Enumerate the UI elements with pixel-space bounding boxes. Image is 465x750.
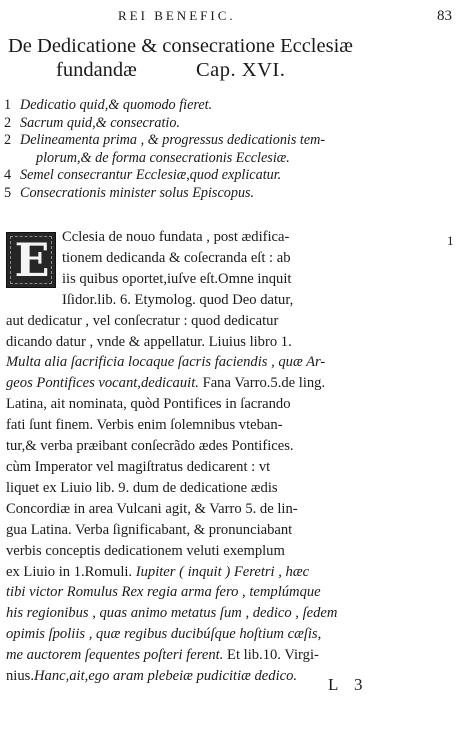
text-line: Multa alia ſacrificia locaque ſacris faciendis , quæ Ar- — [6, 354, 326, 371]
text-span: ex Liuio in 1.Romuli. — [6, 563, 133, 580]
text-line: his regionibus , quas animo metatus ſum , dedico , ſedem — [6, 605, 338, 622]
text-line — [6, 666, 446, 687]
text-line: aut dedicatur , vel conſecratur : quod dedicatur — [6, 312, 279, 329]
running-head — [0, 8, 465, 28]
text-line — [6, 373, 446, 394]
chapter-heading — [8, 34, 463, 84]
summary-text-line: Delineamenta prima , & progressus dedicationis tem- — [20, 132, 326, 149]
running-title: REI BENEFIC. — [118, 8, 236, 23]
summary-number: 4 — [4, 167, 12, 184]
chapter-title-line1: De Dedicatione & consecratione Ecclesiæ — [8, 35, 353, 57]
body-text — [6, 227, 446, 687]
text-span-italic: Iupiter ( inquit ) Feretri , hæc — [135, 563, 310, 580]
margin-note: 1 — [447, 233, 454, 248]
text-span-italic: ego aram plebeiæ pudicitiæ dedico. — [88, 668, 298, 685]
summary-item — [4, 167, 444, 185]
text-line: tibi victor Romulus Rex regia arma fero , templúmque — [6, 584, 321, 601]
text-span: nius. — [6, 668, 34, 685]
chapter-summary — [4, 97, 444, 203]
text-line: iis quibus oportet,iuſve eſt.Omne inquit — [62, 270, 292, 287]
summary-item — [4, 185, 444, 203]
text-line: Iſidor.lib. 6. Etymolog. quod Deo datur, — [62, 291, 294, 308]
chapter-title-continuation: fundandæ — [56, 59, 137, 81]
text-line: cùm Imperator vel magiſtratus dedicarent : vt — [6, 458, 271, 475]
summary-number: 2 — [4, 132, 12, 149]
text-span-italic: geos Pontifices vocant,dedicauit. — [6, 375, 199, 392]
summary-text: Consecrationis minister solus Episcopus. — [20, 184, 255, 201]
text-line: Cclesia de nouo fundata , post ædifica- — [62, 229, 290, 245]
text-span-italic: Hanc,ait, — [33, 668, 89, 685]
summary-text: Dedicatio quid,& quomodo fieret. — [20, 97, 213, 113]
page-number: 83 — [437, 8, 452, 24]
chapter-label: Cap. XVI. — [196, 59, 286, 81]
text-line: gua Latina. Verba ſignificabant, & pronunciabant — [6, 521, 293, 538]
text-line: tur,& verba præibant conſecrãdo ædes Pontifices. — [6, 438, 294, 455]
chapter-title-line2 — [8, 58, 463, 84]
text-line — [6, 645, 446, 666]
summary-item — [4, 132, 444, 167]
text-line: opimis ſpoliis , quæ regibus ducibúſque hoſtium cæſis, — [6, 626, 322, 643]
text-line: fati ſunt finem. Verbis enim ſolemnibus vteban- — [6, 417, 283, 434]
summary-text: Sacrum quid,& consecratio. — [20, 114, 180, 131]
text-span-italic: me auctorem ſequentes poſteri ferent. — [6, 647, 224, 664]
text-line: tionem dedicanda & coſecranda eſt : ab — [62, 249, 291, 266]
summary-number: 5 — [4, 184, 12, 201]
summary-item — [4, 115, 444, 133]
text-span: Fana Varro.5.de ling. — [202, 375, 326, 392]
text-line: liquet ex Liuio lib. 9. dum de dedicatione ædis — [6, 479, 278, 496]
summary-item — [4, 97, 444, 115]
text-line: Latina, ait nominata, quòd Pontifices in ſacrando — [6, 396, 291, 413]
summary-text-continuation: plorum,& de forma consecrationis Ecclesiæ. — [36, 149, 290, 166]
summary-number: 1 — [4, 97, 12, 113]
summary-text: Semel consecrantur Ecclesiæ,quod explicatur. — [20, 167, 282, 184]
initial-letter: E — [14, 233, 50, 287]
text-line — [6, 562, 446, 583]
text-line: verbis conceptis dedicationem veluti exemplum — [6, 542, 285, 559]
summary-text — [20, 132, 444, 167]
text-line: Concordiæ in area Vulcani agit, & Varro 5. de lin- — [6, 500, 298, 517]
text-line: dicando datur , vnde & appellatur. Liuius libro 1. — [6, 333, 292, 350]
summary-number: 2 — [4, 114, 12, 131]
signature-mark: L 3 — [328, 675, 369, 694]
text-span: Et lib.10. Virgi- — [227, 647, 319, 664]
